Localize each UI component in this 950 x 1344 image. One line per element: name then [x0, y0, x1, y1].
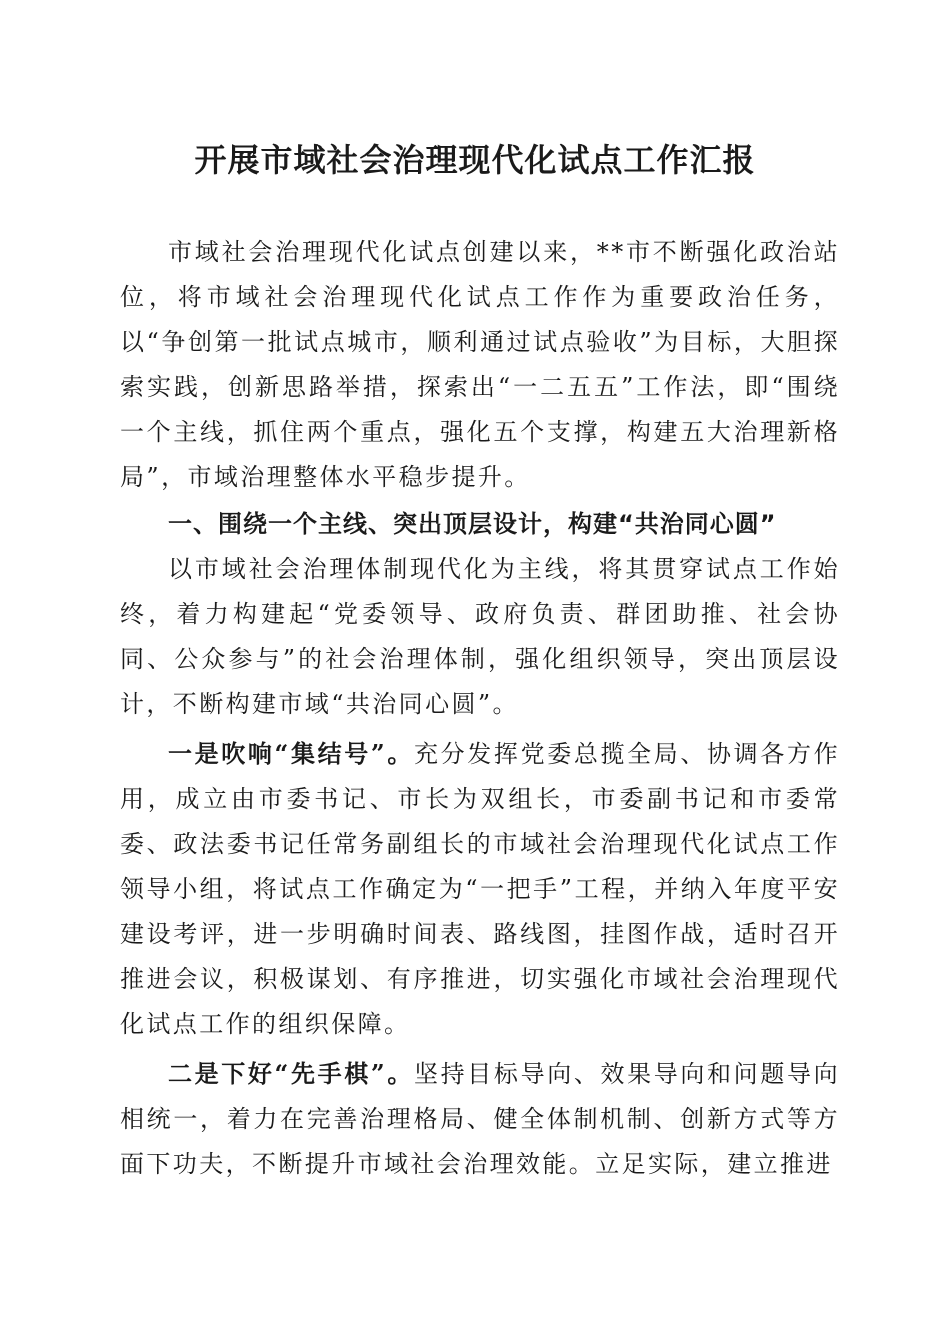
item-1-paragraph — [120, 731, 840, 1047]
item-2-text: 坚持目标导向、效果导向和问题导向相统一，着力在完善治理格局、健全体制机制、创新方式等方面下功夫，不断提升市域社会治理效能。立足实际，建立推进 — [120, 1060, 841, 1178]
intro-paragraph: 市域社会治理现代化试点创建以来，**市不断强化政治站位，将市域社会治理现代化试点工作作为重要政治任务，以“争创第一批试点城市，顺利通过试点验收”为目标，大胆探索实践，创新思路举措，探索出“一二五五”工作法，即“围绕一个主线，抓住两个重点，强化五个支撑，构建五大治理新格局”，市域治理整体水平稳步提升。 — [120, 238, 840, 491]
section-1-heading: 一、围绕一个主线、突出顶层设计，构建“共治同心圆” — [168, 510, 777, 538]
section-1-paragraph: 以市域社会治理体制现代化为主线，将其贯穿试点工作始终，着力构建起“党委领导、政府负责、群团助推、社会协同、公众参与”的社会治理体制，强化组织领导，突出顶层设计，不断构建市域“共治同心圆”。 — [120, 555, 840, 718]
document-title: 开展市域社会治理现代化试点工作汇报 — [194, 141, 756, 179]
item-2-lead: 二是下好“先手棋”。 — [168, 1059, 415, 1088]
item-1-lead: 一是吹响“集结号”。 — [168, 739, 415, 768]
item-2-paragraph — [120, 1051, 840, 1187]
item-1-text: 充分发挥党委总揽全局、协调各方作用，成立由市委书记、市长为双组长，市委副书记和市委常委、政法委书记任常务副组长的市域社会治理现代化试点工作领导小组，将试点工作确定为“一把手”工程，并纳入年度平安建设考评，进一步明确时间表、路线图，挂图作战，适时召开推进会议，积极谋划、有序推进，切实强化市域社会治理现代化试点工作的组织保障。 — [120, 740, 841, 1038]
document-body — [120, 230, 840, 1187]
